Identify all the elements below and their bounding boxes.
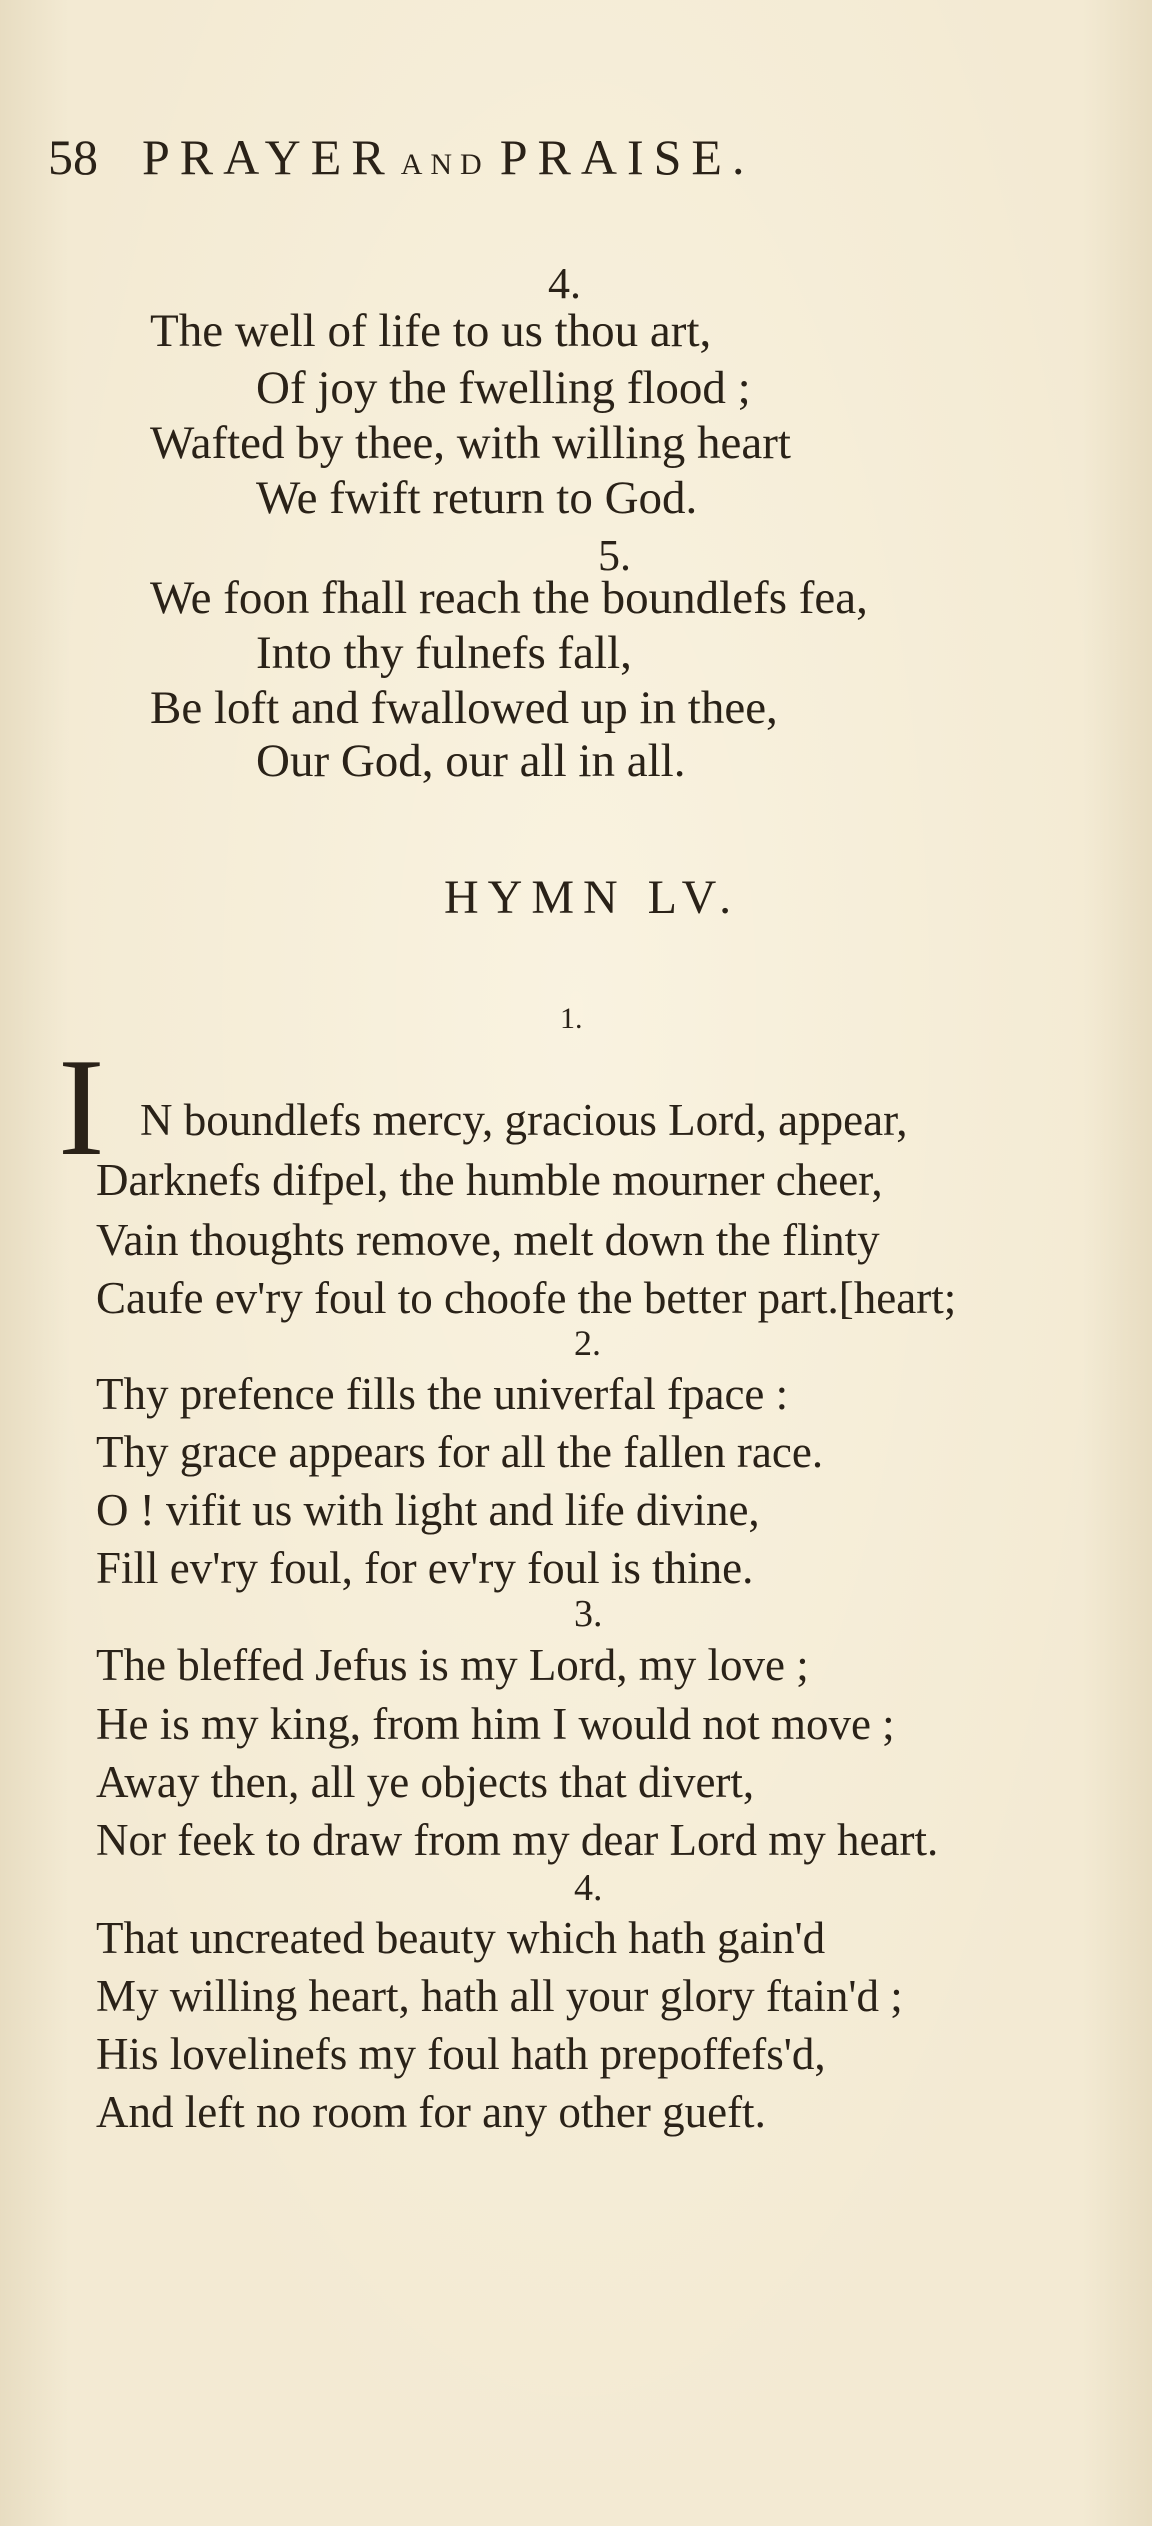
header-title-praise: PRAISE.: [499, 129, 755, 185]
stanza-number: 1.: [560, 1002, 583, 1035]
verse-line: Darknefs difpel, the humble mourner cheer,: [96, 1155, 883, 1205]
verse-line: O ! vifit us with light and life divine,: [96, 1485, 760, 1535]
drop-cap: I: [58, 1030, 105, 1185]
running-header: [48, 128, 754, 186]
verse-line: That uncreated beauty which hath gain'd: [96, 1913, 826, 1963]
verse-line: He is my king, from him I would not move ;: [96, 1699, 895, 1749]
verse-line: Thy grace appears for all the fallen race.: [96, 1427, 824, 1477]
verse-line: Fill ev'ry foul, for ev'ry foul is thine.: [96, 1543, 754, 1593]
stanza-number: 2.: [574, 1323, 601, 1363]
verse-line: And left no room for any other gueft.: [96, 2087, 766, 2137]
verse-line: We fwift return to God.: [256, 472, 698, 524]
stanza-number: 5.: [598, 531, 631, 580]
verse-line: Thy prefence fills the univerfal fpace :: [96, 1369, 789, 1419]
stanza-number: 3.: [574, 1593, 603, 1635]
stanza-number: 4.: [574, 1867, 603, 1909]
verse-line: Nor feek to draw from my dear Lord my heart.: [96, 1815, 939, 1865]
verse-line: Be loft and fwallowed up in thee,: [150, 682, 778, 734]
page-number: 58: [48, 129, 98, 185]
hymn-title: HYMN LV.: [444, 871, 741, 924]
header-title-prayer: PRAYER: [142, 129, 395, 185]
verse-line: Caufe ev'ry foul to choofe the better part.[heart;: [96, 1273, 957, 1323]
verse-line: Into thy fulnefs fall,: [256, 627, 632, 679]
verse-line: N boundlefs mercy, gracious Lord, appear,: [140, 1095, 908, 1145]
verse-line: We foon fhall reach the boundlefs fea,: [150, 572, 868, 624]
verse-line: The bleffed Jefus is my Lord, my love ;: [96, 1640, 809, 1690]
verse-line: Of joy the fwelling flood ;: [256, 362, 751, 414]
verse-line: Vain thoughts remove, melt down the flinty: [96, 1215, 880, 1265]
stanza-number: 4.: [548, 259, 581, 308]
header-title-and: AND: [400, 148, 490, 181]
verse-line: Our God, our all in all.: [256, 735, 686, 787]
verse-line: Wafted by thee, with willing heart: [150, 417, 791, 469]
verse-line: Away then, all ye objects that divert,: [96, 1757, 755, 1807]
verse-line: My willing heart, hath all your glory ftain'd ;: [96, 1971, 903, 2021]
verse-line: His lovelinefs my foul hath prepoffefs'd,: [96, 2029, 826, 2079]
verse-line: The well of life to us thou art,: [150, 305, 712, 357]
